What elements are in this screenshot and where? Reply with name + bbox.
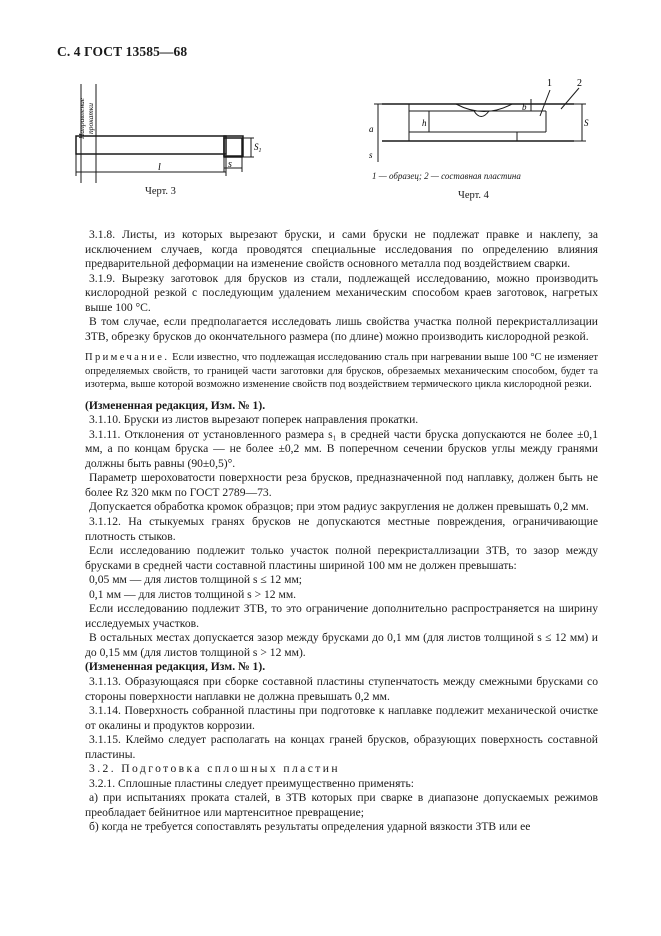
dim-s1-label: $S_1$ <box>254 142 262 154</box>
figure-3-section <box>218 128 268 178</box>
amendment-note: (Измененная редакция, Изм. № 1). <box>85 398 266 412</box>
paragraph: 3.1.14. Поверхность собранной пластины при подготовке к наплавке подлежит механической очистке от окалины и продуктов коррозии. <box>85 704 598 732</box>
callout-2: 2 <box>577 78 582 89</box>
paragraph: Параметр шероховатости поверхности реза брусков, предназначенной под наплавку, должен быть не более Rz 320 мкм по ГОСТ 2789—73. <box>85 471 598 499</box>
paragraph: 3.2.1. Сплошные пластины следует преимущественно применять: <box>89 776 415 790</box>
paragraph: 3.1.11. Отклонения от установленного размера s₁ в средней части бруска допускаются не более ±0,1 мм, а по концам бруска — не более ±0,2 мм. В поперечном сечении брусков углы между гранями должны быть равны (90±0,5)°. <box>85 427 598 470</box>
figure-4-legend: 1 — образец; 2 — составная пластина <box>372 171 521 181</box>
body-text <box>85 228 598 835</box>
note-label: Примечание. <box>85 352 170 364</box>
dim-s-label: s <box>228 159 232 170</box>
dim-b-label: b <box>522 102 527 112</box>
paragraph: 3.1.9. Вырезку заготовок для брусков из стали, подлежащей исследованию, можно производить кислородной резкой с последующим удалением механическим способом краев заготовок, нагретых выше 100 °С. <box>85 271 598 314</box>
bar-outline <box>76 136 226 154</box>
paragraph: 3.1.10. Бруски из листов вырезают поперек направления прокатки. <box>89 413 419 427</box>
paragraph: В остальных местах допускается зазор между брусками до 0,1 мм (для листов толщиной s ≤ 12 мм) и до 0,15 мм (для листов толщиной s > 12 мм). <box>85 631 598 659</box>
dim-s1-label-4: S <box>584 118 589 128</box>
paragraph: В том случае, если предполагается исследовать лишь свойства участка полной перекристаллизации ЗТВ, обрезку брусков до окончательного размера (по длине) можно производить кислородной резкой. <box>85 315 598 343</box>
dim-a-label: a <box>369 124 374 134</box>
paragraph: б) когда не требуется сопоставлять результаты определения ударной вязкости ЗТВ или ее <box>89 820 531 834</box>
figure-4 <box>364 74 594 169</box>
paragraph: Если исследованию подлежит только участок полной перекристаллизации ЗТВ, то зазор между брусками в средней части составной пластины шириной 100 мм не должен превышать: <box>85 544 598 572</box>
figure-3-caption: Черт. 3 <box>145 186 176 197</box>
paragraph: Если исследованию подлежит ЗТВ, то это ограничение дополнительно распространяется на ширину исследуемых участков. <box>85 602 598 630</box>
note <box>85 351 598 391</box>
paragraph: 0,05 мм — для листов толщиной s ≤ 12 мм; <box>89 573 303 587</box>
section-heading: 3.2. Подготовка сплошных пластин <box>89 762 340 776</box>
note-text: Если известно, что подлежащая исследованию сталь при нагревании выше 100 °С не изменяет определяемых свойств, то границей части заготовки для брусков, обрезаемых механическим способом, будет та изотерма, выше которой возможно изменение свойств под воздействием термического цикла кислородной резки. <box>85 352 598 391</box>
paragraph: 3.1.13. Образующаяся при сборке составной пластины ступенчатость между смежными брусками со стороны поверхности наплавки не должна превышать 0,2 мм. <box>85 674 598 703</box>
figure-4-caption: Черт. 4 <box>458 190 489 201</box>
paragraph: 3.1.8. Листы, из которых вырезают бруски, и сами бруски не подлежат правке и наклепу, за исключением случаев, когда проводятся специальные исследования по определению влияния предварительной деформации на изменение свойств основного металла под воздействием сварки. <box>85 228 598 271</box>
paragraph: 3.1.15. Клеймо следует располагать на концах граней брусков, образующих поверхность составной пластины. <box>85 733 598 761</box>
dim-h-label: h <box>422 118 427 128</box>
paragraph: Допускается обработка кромок образцов; при этом радиус закругления не должен превышать 0,2 мм. <box>89 500 589 514</box>
dim-s-label-4: s <box>369 150 373 160</box>
rolling-direction-label: Направление прокатки <box>77 97 95 139</box>
paragraph: 0,1 мм — для листов толщиной s > 12 мм. <box>89 587 297 601</box>
callout-1: 1 <box>547 78 552 89</box>
paragraph: а) при испытаниях проката сталей, в ЗТВ которых при сварке в диапазоне допускаемых режимов преобладает бейнитное или мартенситное превращение; <box>85 791 598 819</box>
dim-l-label: l <box>158 162 161 173</box>
amendment-note: (Измененная редакция, Изм. № 1). <box>85 660 266 674</box>
paragraph: 3.1.12. На стыкуемых гранях брусков не допускаются местные повреждения, ограничивающие плотность стыков. <box>85 514 598 543</box>
page-header: С. 4 ГОСТ 13585—68 <box>57 44 188 59</box>
